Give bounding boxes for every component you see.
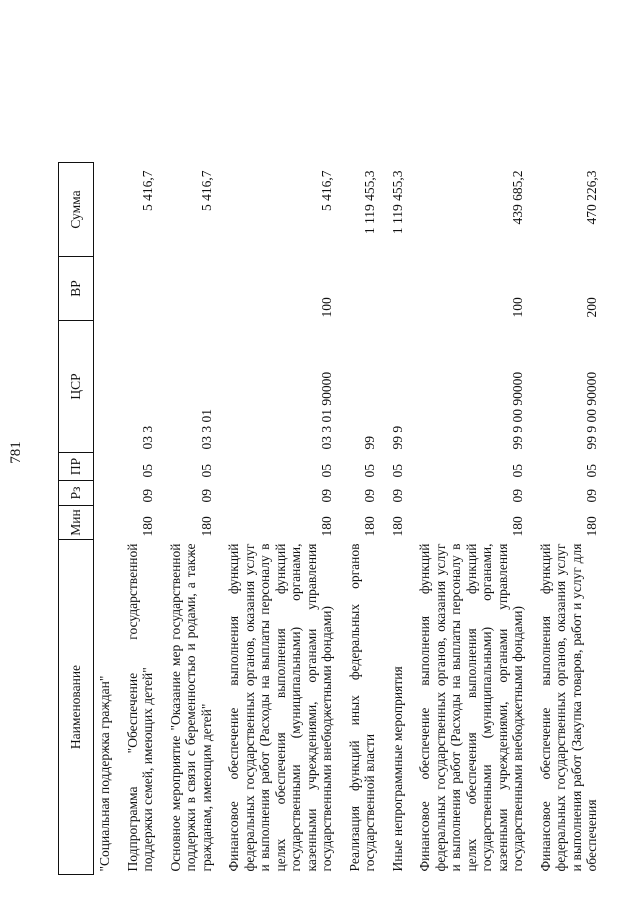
intro-text: "Социальная поддержка граждан": [97, 675, 112, 872]
cell-vr: [116, 257, 159, 321]
table-header-row: [59, 163, 94, 875]
cell-name: Финансовое обеспечение выполнения функций федеральных государственных органов, оказания услуг и выполнения работ (Расходы на выплаты персоналу в целях обеспечения выполнения функций государственными (муниципальными) органами, казенными учреждениями, органами управления государственными внебюджетными фондами): [417, 543, 525, 872]
cell-pr: 05: [198, 464, 214, 478]
cell-name: Подпрограмма "Обеспечение государственной поддержки семей, имеющих детей": [124, 543, 155, 872]
cell-min: 180: [389, 516, 405, 537]
cell-csr: 03 3 01 90000: [319, 371, 334, 450]
header-pr: ПР: [59, 453, 94, 481]
table-row: [338, 163, 381, 875]
table-row: [116, 163, 159, 875]
cell-pr: 05: [584, 464, 599, 478]
table-row: [408, 163, 529, 875]
cell-sum: 5 416,7: [319, 170, 334, 211]
cell-vr: [381, 257, 409, 321]
cell-vr: [159, 257, 218, 321]
cell-pr: 05: [319, 464, 334, 478]
budget-table: [58, 162, 603, 875]
cell-sum: 1 119 455,3: [389, 170, 405, 235]
cell-pr: 05: [362, 464, 377, 478]
cell-csr: 99 9 00 90000: [510, 371, 525, 450]
cell-name: Финансовое обеспечение выполнения функций федеральных государственных органов, оказания услуг и выполнения работ (Расходы на выплаты персоналу в целях обеспечения выполнения функций государственными (муниципальными) органами, казенными учреждениями, органами управления государственными внебюджетными фондами): [226, 543, 334, 872]
cell-name: Иные непрограммные мероприятия: [389, 666, 405, 872]
table-row: [529, 163, 603, 875]
header-csr: ЦСР: [59, 321, 94, 453]
cell-vr: [338, 257, 381, 321]
cell-vr: 200: [584, 297, 599, 318]
cell-vr: 100: [510, 297, 525, 318]
header-rz: Рз: [59, 481, 94, 506]
table-row: [159, 163, 218, 875]
header-min: Мин: [59, 506, 94, 540]
cell-rz: 09: [510, 489, 525, 503]
cell-rz: 09: [362, 489, 377, 503]
cell-min: 180: [510, 516, 525, 537]
cell-sum: 1 119 455,3: [362, 170, 377, 235]
cell-csr: 03 3: [140, 425, 155, 450]
cell-csr: 03 3 01: [198, 409, 214, 450]
cell-csr: 99 9 00 90000: [584, 371, 599, 450]
cell-sum: 470 226,3: [584, 170, 599, 225]
cell-name: Финансовое обеспечение выполнения функций федеральных государственных органов, оказания услуг и выполнения работ (Закупка товаров, работ и услуг для обеспечения: [537, 543, 599, 872]
cell-sum: 439 685,2: [510, 170, 525, 225]
cell-min: 180: [362, 516, 377, 537]
table-row: [381, 163, 409, 875]
cell-name: Основное мероприятие "Оказание мер государственной поддержки в связи с беременностью и родами, а также гражданам, имеющим детей": [167, 543, 214, 872]
cell-pr: 05: [140, 464, 155, 478]
cell-pr: 05: [389, 464, 405, 478]
cell-rz: 09: [584, 489, 599, 503]
cell-rz: 09: [140, 489, 155, 503]
cell-min: 180: [198, 516, 214, 537]
cell-name: Реализация функций иных федеральных органов государственной власти: [346, 543, 377, 872]
header-name: Наименование: [59, 540, 94, 875]
cell-min: 180: [584, 516, 599, 537]
cell-vr: 100: [319, 297, 334, 318]
cell-min: 180: [140, 516, 155, 537]
cell-rz: 09: [198, 489, 214, 503]
cell-rz: 09: [389, 489, 405, 503]
header-vr: ВР: [59, 257, 94, 321]
table-row: [217, 163, 338, 875]
cell-pr: 05: [510, 464, 525, 478]
cell-rz: 09: [319, 489, 334, 503]
cell-sum: 5 416,7: [140, 170, 155, 211]
cell-csr: 99: [362, 436, 377, 450]
cell-min: 180: [319, 516, 334, 537]
header-sum: Сумма: [59, 163, 94, 257]
cell-csr: 99 9: [389, 425, 405, 450]
intro-row: [94, 163, 116, 875]
cell-sum: 5 416,7: [198, 170, 214, 211]
page-number: 781: [8, 441, 24, 464]
